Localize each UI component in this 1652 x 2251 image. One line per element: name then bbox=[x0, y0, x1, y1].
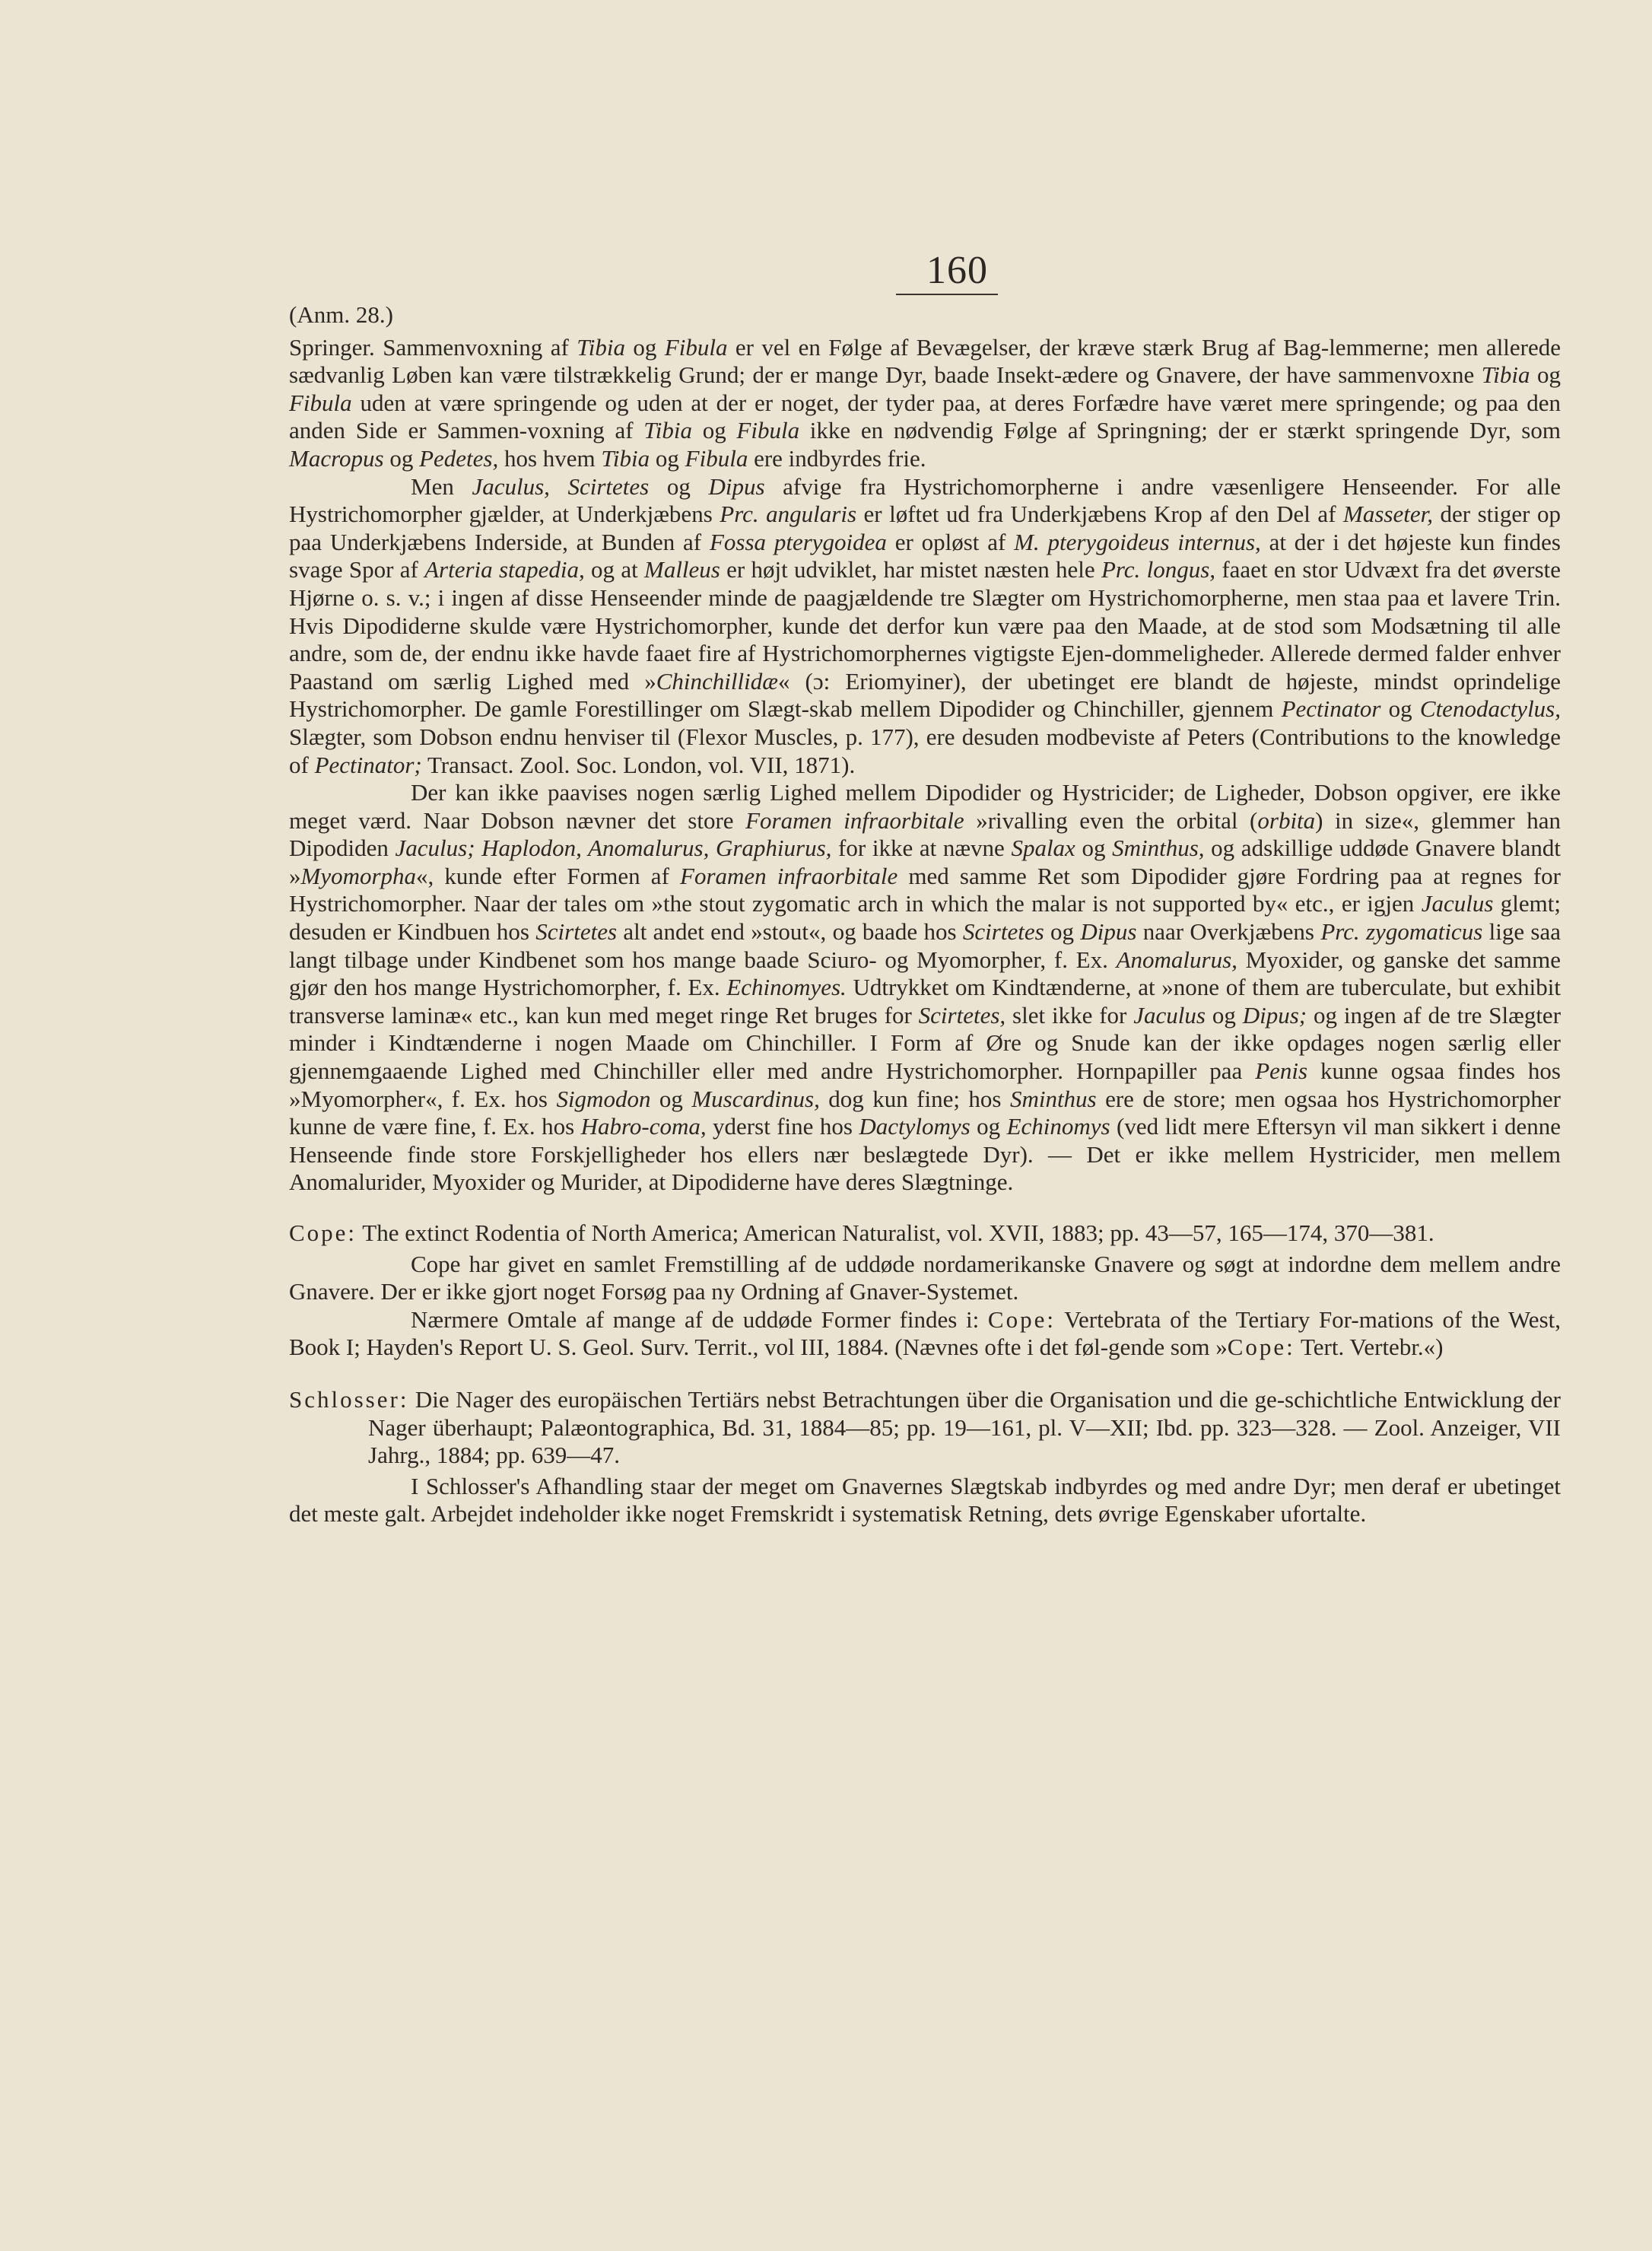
paragraph-cope-summary: Cope har givet en samlet Fremstilling af de uddøde nordamerikanske Gnavere og søgt at indordne dem mellem andre Gnavere. Der er ikke gjort noget Forsøg paa ny Ordning af Gnaver-Systemet. bbox=[289, 1250, 1561, 1305]
body-text bbox=[289, 301, 1561, 1528]
page-number: 160 bbox=[926, 249, 988, 292]
paragraph-springer: Springer. Sammenvoxning af Tibia og Fibula er vel en Følge af Bevægelser, der kræve stærk Brug af Bag-lemmerne; men allerede sædvanlig Løben kan være tilstrækkelig Grund; der er mange Dyr, baade Insekt-ædere og Gnavere, der have sammenvoxne Tibia og Fibula uden at være springende og uden at der er noget, der tyder paa, at deres Forfædre have været mere springende; og paa den anden Side er Sammen-voxning af Tibia og Fibula ikke en nødvendig Følge af Springning; der er stærkt springende Dyr, som Macropus og Pedetes, hos hvem Tibia og Fibula ere indbyrdes frie. bbox=[289, 333, 1561, 472]
note-label: (Anm. 28.) bbox=[289, 301, 393, 328]
reference-schlosser: Schlosser: Die Nager des europäischen Tertiärs nebst Betrachtungen über die Organisation und die ge-schichtliche Entwicklung der Nager überhaupt; Palæontographica, Bd. 31, 1884—85; pp. 19—161, pl. V—XII; Ibd. pp. 323—328. — Zool. Anzeiger, VII Jahrg., 1884; pp. 639—47. bbox=[289, 1385, 1561, 1469]
header-rule bbox=[896, 294, 998, 295]
author-schlosser: Schlosser: bbox=[289, 1385, 409, 1413]
paragraph-schlosser-summary: I Schlosser's Afhandling staar der meget om Gnavernes Slægtskab indbyrdes og med andre Dyr; men deraf er ubetinget det meste galt. Arbejdet indeholder ikke noget Fremskridt i systematisk Retning, dets øvrige Egenskaber ufortalte. bbox=[289, 1472, 1561, 1528]
paragraph-cope-vertebrata: Nærmere Omtale af mange af de uddøde Former findes i: Cope: Vertebrata of the Tertiary For-mations of the West, Book I; Hayden's Report U. S. Geol. Surv. Territ., vol III, 1884. (Nævnes ofte i det føl-gende som »Cope: Tert. Vertebr.«) bbox=[289, 1305, 1561, 1361]
paragraph-jaculus: Men Jaculus, Scirtetes og Dipus afvige fra Hystrichomorpherne i andre væsenligere Henseender. For alle Hystrichomorpher gjælder, at Underkjæbens Prc. angularis er løftet ud fra Underkjæbens Krop af den Del af Masseter, der stiger op paa Underkjæbens Inderside, at Bunden af Fossa pterygoidea er opløst af M. pterygoideus internus, at der i det højeste kun findes svage Spor af Arteria stapedia, og at Malleus er højt udviklet, har mistet næsten hele Prc. longus, faaet en stor Udvæxt fra det øverste Hjørne o. s. v.; i ingen af disse Henseender minde de paagjældende tre Slægter om Hystrichomorpherne, men staa paa et lavere Trin. Hvis Dipodiderne skulde være Hystrichomorpher, kunde det derfor kun være paa den Maade, at de stod som Modsætning til alle andre, som de, der endnu ikke havde faaet fire af Hystrichomorphernes vigtigste Ejen-dommeligheder. Allerede dermed falder enhver Paastand om særlig Lighed med »Chinchillidæ« (ɔ: Eriomyiner), der ubetinget ere blandt de højeste, mindst oprindelige Hystrichomorpher. De gamle Forestillinger om Slægt-skab mellem Dipodider og Chinchiller, gjennem Pectinator og Ctenodactylus, Slægter, som Dobson endnu henviser til (Flexor Muscles, p. 177), ere desuden modbeviste af Peters (Contributions to the knowledge of Pectinator; Transact. Zool. Soc. London, vol. VII, 1871). bbox=[289, 472, 1561, 778]
reference-cope: Cope: The extinct Rodentia of North America; American Naturalist, vol. XVII, 1883; pp. 43—57, 165—174, 370—381. bbox=[289, 1219, 1434, 1246]
paragraph-dobson: Der kan ikke paavises nogen særlig Lighed mellem Dipodider og Hystricider; de Ligheder, Dobson opgiver, ere ikke meget værd. Naar Dobson nævner det store Foramen infraorbitale »rivalling even the orbital (orbita) in size«, glemmer han Dipodiden Jaculus; Haplodon, Anomalurus, Graphiurus, for ikke at nævne Spalax og Sminthus, og adskillige uddøde Gnavere blandt »Myomorpha«, kunde efter Formen af Foramen infraorbitale med samme Ret som Dipodider gjøre Fordring paa at regnes for Hystrichomorpher. Naar der tales om »the stout zygomatic arch in which the malar is not supported by« etc., er igjen Jaculus glemt; desuden er Kindbuen hos Scirtetes alt andet end »stout«, og baade hos Scirtetes og Dipus naar Overkjæbens Prc. zygomaticus lige saa langt tilbage under Kindbenet som hos mange baade Sciuro- og Myomorpher, f. Ex. Anomalurus, Myoxider, og ganske det samme gjør den hos mange Hystrichomorpher, f. Ex. Echinomyes. Udtrykket om Kindtænderne, at »none of them are tuberculate, but exhibit transverse laminæ« etc., kan kun med meget ringe Ret bruges for Scirtetes, slet ikke for Jaculus og Dipus; og ingen af de tre Slægter minder i Kindtænderne i nogen Maade om Chinchiller. I Form af Øre og Snude kan der ikke opdages nogen særlig eller gjennemgaaende Lighed med Chinchiller eller med andre Hystrichomorpher. Hornpapiller paa Penis kunne ogsaa findes hos »Myomorpher«, f. Ex. hos Sigmodon og Muscardinus, dog kun fine; hos Sminthus ere de store; men ogsaa hos Hystrichomorpher kunne de være fine, f. Ex. hos Habro-coma, yderst fine hos Dactylomys og Echinomys (ved lidt mere Eftersyn vil man sikkert i denne Henseende finde store Forskjelligheder hos ellers nær beslægtede Dyr). — Det er ikke mellem Hystricider, men mellem Anomalurider, Myoxider og Murider, at Dipodiderne have deres Slægtninge. bbox=[289, 779, 1561, 1196]
author-cope: Cope: bbox=[289, 1219, 357, 1246]
